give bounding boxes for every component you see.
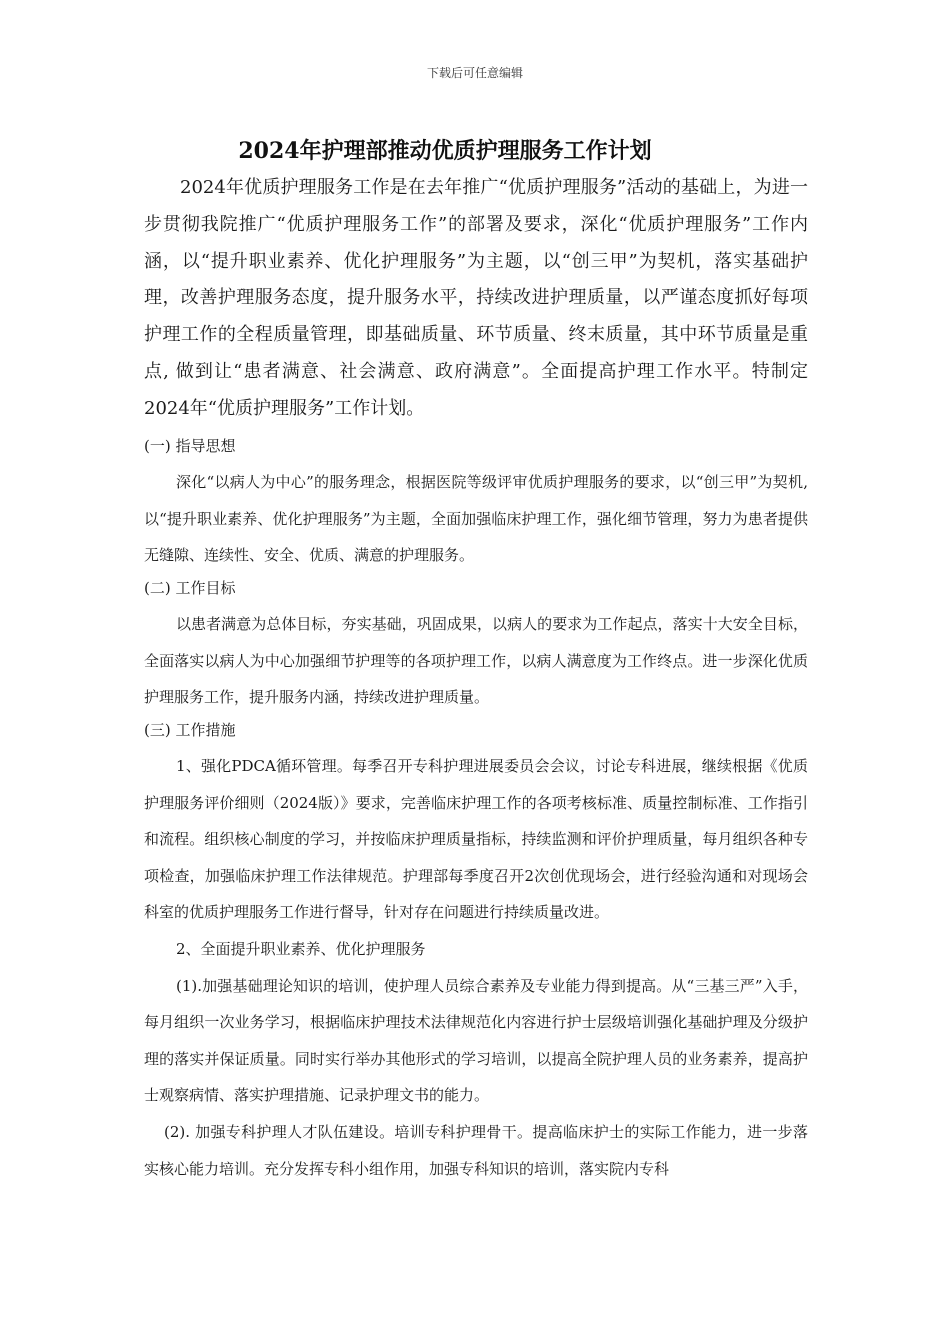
section-2-paragraph: 以患者满意为总体目标，夯实基础，巩固成果，以病人的要求为工作起点，落实十大安全目标，全面落实以病人为中心加强细节护理等的各项护理工作，以病人满意度为工作终点。进一步深化优质护理服务工作，提升服务内涵，持续改进护理质量。 — [144, 615, 808, 707]
section-3-heading: (三) 工作措施 — [144, 721, 236, 739]
section-3-item-2-2: (2). 加强专科护理人才队伍建设。培训专科护理骨干。提高临床护士的实际工作能力，进一步落实核心能力培训。充分发挥专科小组作用，加强专科知识的培训，落实院内专科 — [144, 1122, 808, 1178]
page-header-note: 下载后可任意编辑 — [426, 66, 523, 80]
section-3-item-2-1: (1).加强基础理论知识的培训，使护理人员综合素养及专业能力得到提高。从“三基三严”入手，每月组织一次业务学习，根据临床护理技术法律规范化内容进行护士层级培训强化基础护理及分级护理的落实并保证质量。同时实行举办其他形式的学习培训，以提高全院护理人员的业务素养，提高护士观察病情、落实护理措施、记录护理文书的能力。 — [144, 976, 808, 1105]
section-1 — [144, 428, 808, 574]
section-1-heading: (一) 指导思想 — [144, 437, 236, 455]
section-3-item-1: 1、强化PDCA循环管理。每季召开专科护理进展委员会会议，讨论专科进展，继续根据《优质护理服务评价细则（2024版）》要求，完善临床护理工作的各项考核标准、质量控制标准、工作指引和流程。组织核心制度的学习，并按临床护理质量指标，持续监测和评价护理质量，每月组织各种专项检查，加强临床护理工作法律规范。护理部每季度召开2次创优现场会，进行经验沟通和对现场会科室的优质护理服务工作进行督导，针对存在问题进行持续质量改进。 — [144, 757, 808, 922]
section-1-paragraph: 深化“以病人为中心”的服务理念，根据医院等级评审优质护理服务的要求，以“创三甲”为契机,以“提升职业素养、优化护理服务”为主题，全面加强临床护理工作，强化细节管理，努力为患者提供无缝隙、连续性、安全、优质、满意的护理服务。 — [144, 473, 808, 565]
section-3 — [144, 712, 808, 1187]
section-2 — [144, 570, 808, 716]
intro-block — [144, 170, 808, 428]
section-2-heading: (二) 工作目标 — [144, 579, 236, 597]
document-title: 2024年护理部推动优质护理服务工作计划 — [238, 138, 652, 164]
intro-paragraph: 2024年优质护理服务工作是在去年推广“优质护理服务”活动的基础上，为进一步贯彻我院推广“优质护理服务工作”的部署及要求，深化“优质护理服务”工作内涵，以“提升职业素养、优化护理服务”为主题，以“创三甲”为契机，落实基础护理，改善护理服务态度，提升服务水平，持续改进护理质量，以严谨态度抓好每项护理工作的全程质量管理，即基础质量、环节质量、终末质量，其中环节质量是重点, 做到让“患者满意、社会满意、政府满意”。全面提高护理工作水平。特制定2024年“优质护理服务”工作计划。 — [144, 177, 808, 419]
section-3-item-2-heading: 2、全面提升职业素养、优化护理服务 — [176, 939, 426, 958]
